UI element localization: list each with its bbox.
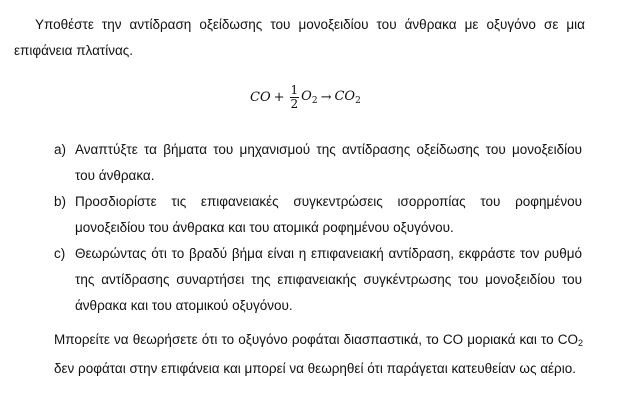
question-item-c	[54, 241, 582, 319]
equation-reactant-co: CO	[250, 90, 271, 105]
equation-reactant-o2	[301, 89, 317, 106]
assumptions-paragraph	[54, 327, 583, 382]
equation-plus-sign: +	[273, 90, 285, 105]
equation-product-co2	[334, 89, 360, 106]
assumptions-text-part2: δεν ροφάται στην επιφάνεια και μπορεί να θεωρηθεί ότι παράγεται κατευθείαν ως αέριο.	[54, 361, 576, 376]
reaction-arrow-icon: →	[320, 90, 332, 105]
reaction-equation	[250, 84, 361, 111]
assumptions-text-part1: Μπορείτε να θεωρήσετε ότι το οξυγόνο ροφάται διασπαστικά, το CO μοριακά και το CO	[54, 332, 578, 347]
o2-subscript: 2	[311, 96, 318, 106]
question-marker: a)	[54, 142, 67, 157]
question-text: Προσδιορίστε τις επιφανειακές συγκεντρώσεις ισορροπίας του ροφημένου μονοξειδίου του άνθρακα και του ατομικά ροφημένου οξυγόνου.	[75, 194, 582, 235]
question-text: Θεωρώντας ότι το βραδύ βήμα είναι η επιφανειακή αντίδραση, εκφράστε τον ρυθμό της αντίδρασης συναρτήσει της επιφανειακής συγκέντρωσης του μονοξειδίου του άνθρακα και του ατομικού οξυγόνου.	[75, 246, 582, 313]
co2-base: CO	[334, 89, 356, 104]
co2-subscript: 2	[577, 338, 583, 348]
co2-subscript: 2	[355, 96, 361, 106]
question-marker: c)	[54, 246, 66, 261]
question-marker: b)	[54, 194, 67, 209]
problem-intro-paragraph	[14, 12, 585, 64]
question-text: Αναπτύξτε τα βήματα του μηχανισμού της αντίδρασης οξείδωσης του μονοξειδίου του άνθρακα.	[75, 142, 582, 183]
fraction-numerator: 1	[290, 83, 299, 97]
question-item-a	[54, 137, 582, 189]
equation-fraction	[290, 84, 300, 111]
problem-intro-text: Υποθέστε την αντίδραση οξείδωσης του μονοξειδίου του άνθρακα με οξυγόνο σε μια επιφάνεια πλατίνας.	[14, 17, 585, 58]
o2-base: O	[301, 89, 312, 104]
question-list	[54, 137, 582, 319]
question-item-b	[54, 189, 582, 241]
fraction-denominator: 2	[290, 97, 299, 111]
